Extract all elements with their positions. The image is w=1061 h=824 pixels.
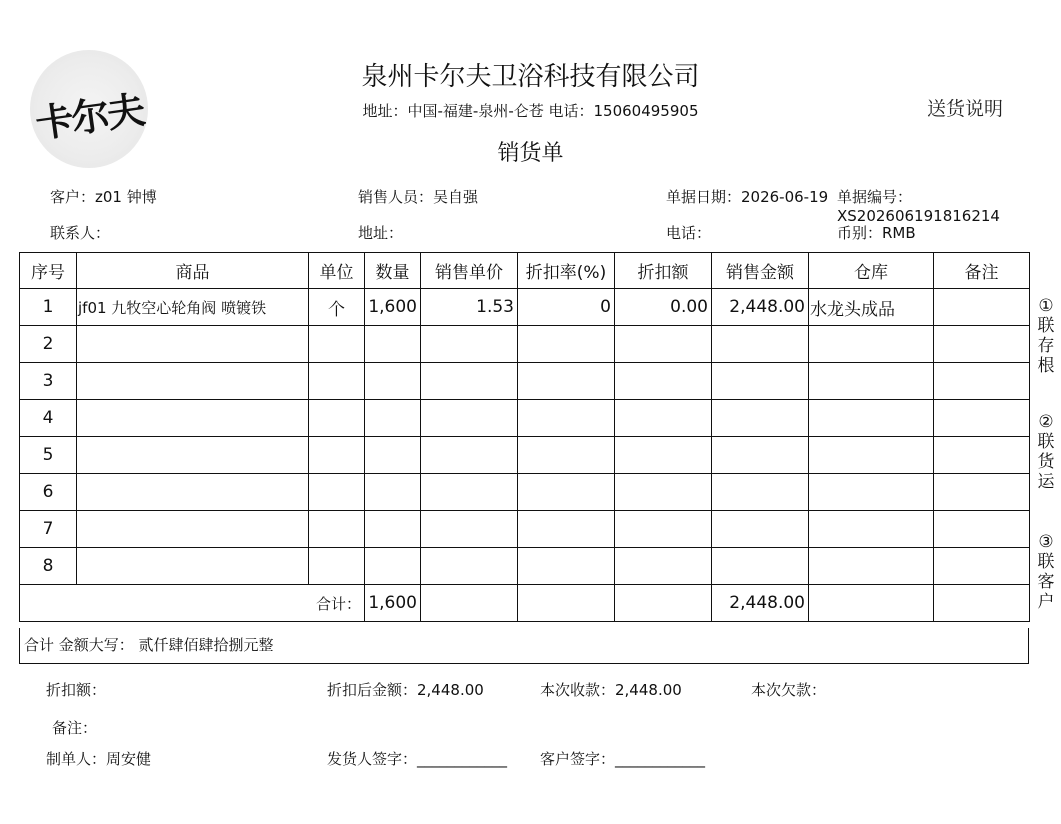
header-cell: 折扣率(%): [518, 253, 615, 289]
header-cell: 备注: [934, 253, 1030, 289]
row-index: 5: [20, 437, 77, 474]
row-index: 4: [20, 400, 77, 437]
row-index: 6: [20, 474, 77, 511]
row-index: 7: [20, 511, 77, 548]
remark-cell: [934, 289, 1030, 326]
table-row: [20, 400, 1030, 437]
customer-signature: 客户签字：____________: [540, 750, 706, 768]
table-row: [20, 326, 1030, 363]
table-row: [20, 289, 1030, 326]
phone-info: 电话：: [666, 224, 712, 242]
received-amount: 本次收款：2,448.00: [540, 681, 682, 699]
row-index: 3: [20, 363, 77, 400]
warehouse-cell: 水龙头成品: [809, 289, 934, 326]
table-row: [20, 548, 1030, 585]
header-cell: 折扣额: [615, 253, 712, 289]
total-amount: 2,448.00: [712, 585, 809, 622]
header-cell: 商品: [77, 253, 309, 289]
currency-info: 币别：RMB: [837, 224, 916, 242]
discount-amount-cell: 0.00: [615, 289, 712, 326]
shipper-signature: 发货人签字：____________: [327, 750, 508, 768]
customer-info: 客户：z01 钟博: [50, 188, 157, 206]
row-index: 2: [20, 326, 77, 363]
table-header-row: [20, 253, 1030, 289]
salesperson-info: 销售人员：吴自强: [358, 188, 479, 206]
header-cell: 销售单价: [421, 253, 518, 289]
total-label: 合计：: [20, 585, 365, 622]
after-discount-amount: 折扣后金额：2,448.00: [327, 681, 484, 699]
header-cell: 仓库: [809, 253, 934, 289]
product-cell: jf01 九牧空心轮角阀 喷镀铁: [77, 289, 309, 326]
table-row: [20, 437, 1030, 474]
sales-amount-cell: 2,448.00: [712, 289, 809, 326]
discount-label: 折扣额：: [46, 681, 107, 699]
total-quantity: 1,600: [365, 585, 421, 622]
header-cell: 销售金额: [712, 253, 809, 289]
doc-date: 单据日期：2026-06-19: [666, 188, 829, 206]
header-cell: 数量: [365, 253, 421, 289]
address-info: 地址：: [358, 224, 404, 242]
amount-in-words: 合计 金额大写： 贰仟肆佰肆拾捌元整: [19, 628, 1029, 664]
document-maker: 制单人：周安健: [46, 750, 152, 768]
table-row: [20, 474, 1030, 511]
unit-price-cell: 1.53: [421, 289, 518, 326]
quantity-cell: 1,600: [365, 289, 421, 326]
logo-text: 卡尔夫: [32, 86, 147, 147]
table-row: [20, 363, 1030, 400]
header-cell: 单位: [309, 253, 365, 289]
company-address: 地址：中国-福建-泉州-仑苍 电话：15060495905: [362, 102, 699, 120]
discount-rate-cell: 0: [518, 289, 615, 326]
row-index: 8: [20, 548, 77, 585]
table-row: [20, 511, 1030, 548]
company-name: 泉州卡尔夫卫浴科技有限公司: [361, 62, 700, 92]
row-index: 1: [20, 289, 77, 326]
unit-cell: 个: [309, 289, 365, 326]
delivery-note-link[interactable]: 送货说明: [927, 98, 1004, 120]
doc-number: 单据编号：XS20260619181621​4: [837, 188, 1000, 225]
remark-label: 备注：: [52, 719, 98, 737]
header-cell: 序号: [20, 253, 77, 289]
owed-amount: 本次欠款：: [751, 681, 827, 699]
contact-info: 联系人：: [50, 224, 111, 242]
side-label-stub: ①联存根: [1037, 296, 1055, 376]
total-row: [20, 585, 1030, 622]
document-title: 销货单: [497, 141, 564, 166]
sales-table: [19, 252, 1030, 622]
side-label-customer: ③联客户: [1037, 532, 1055, 612]
side-label-shipping: ②联货运: [1037, 412, 1055, 492]
